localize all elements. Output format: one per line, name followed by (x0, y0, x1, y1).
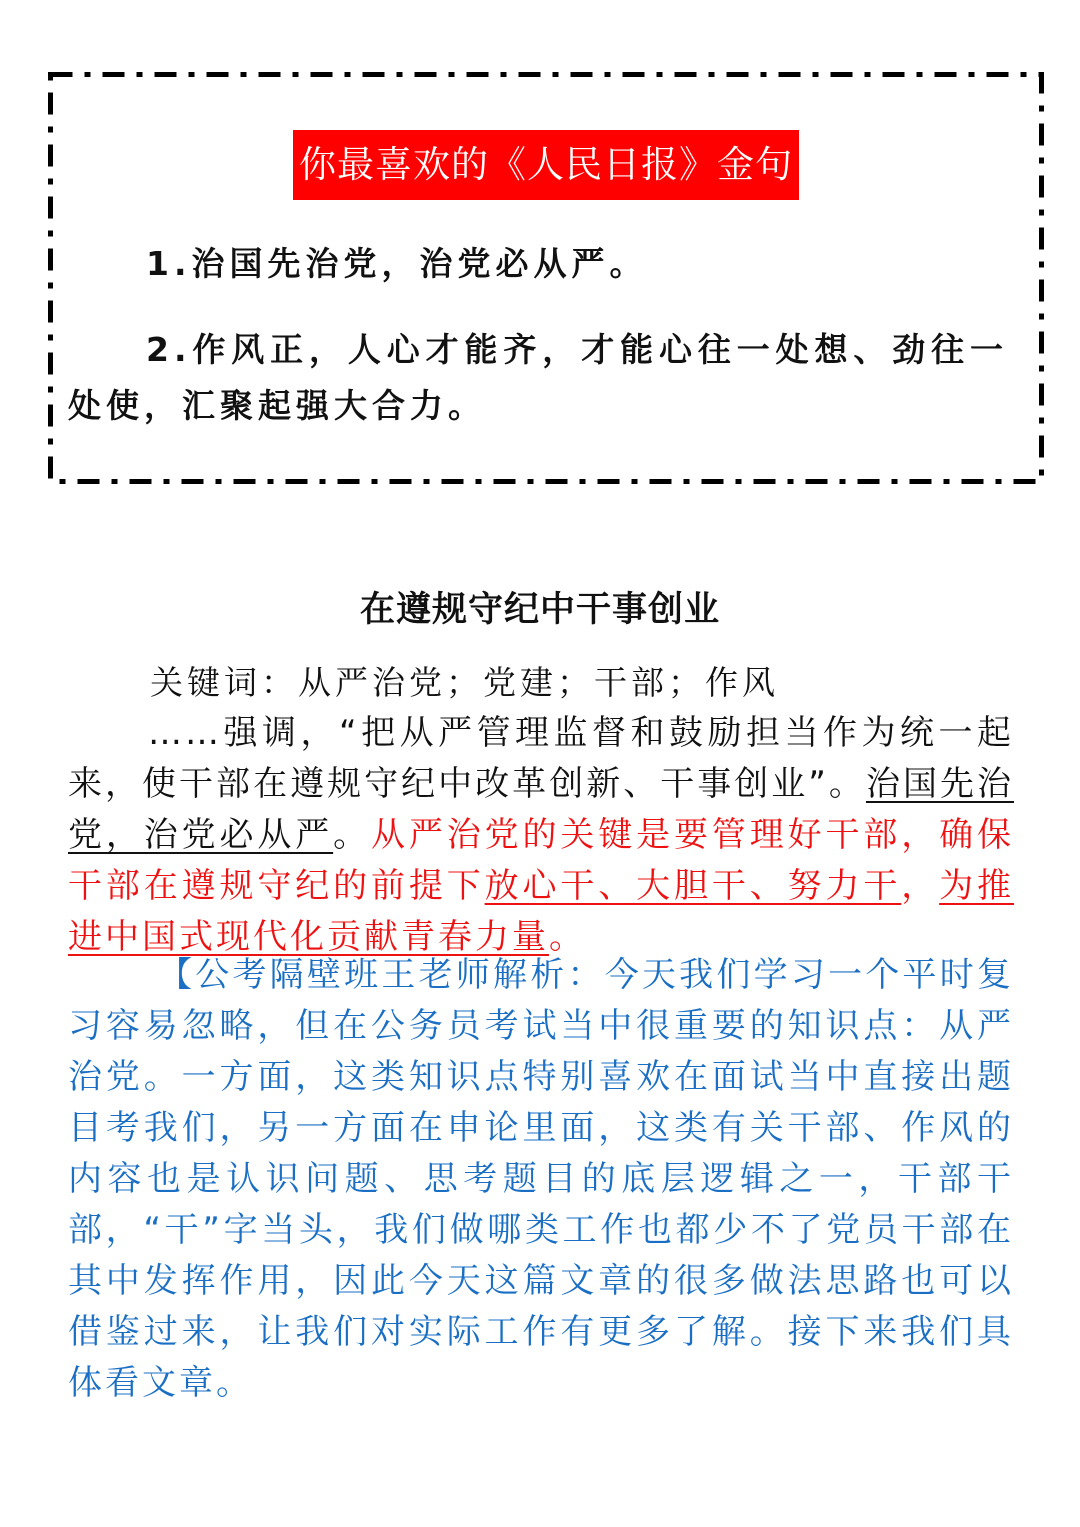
quote-2: 2.作风正，人心才能齐，才能心往一处想、劲往一处使，汇聚起强大合力。 (68, 330, 1008, 425)
underlined-phrase: 治国先治党，治党必从严 (68, 764, 1014, 855)
quote-box (48, 72, 1044, 484)
red-highlight-text: 从严治党的关键是要管理好干部，确保干部在遵规守纪的前提下 (68, 815, 1014, 906)
red-comma: ， (901, 866, 940, 906)
paragraph-text: ……强调，“把从严管理监督和鼓励担当作为统一起来，使干部在遵规守纪中改革创新、干事创业”。 (68, 713, 1014, 804)
period: 。 (333, 815, 371, 855)
analysis-paragraph: 【公考隔壁班王老师解析：今天我们学习一个平时复习容易忽略，但在公务员考试当中很重要的知识点：从严治党。一方面，这类知识点特别喜欢在面试当中直接出题目考我们，另一方面在申论里面，这类有关干部、作风的内容也是认识问题、思考题目的底层逻辑之一，干部干部，“干”字当头，我们做哪类工作也都少不了党员干部在其中发挥作用，因此今天这篇文章的很多做法思路也可以借鉴过来，让我们对实际工作有更多了解。接下来我们具体看文章。 (68, 955, 1014, 1403)
red-period: 。 (549, 917, 586, 957)
quote-1: 1.治国先治党，治党必从严。 (146, 244, 648, 283)
banner-title: 你最喜欢的《人民日报》金句 (293, 130, 799, 200)
red-underlined-phrase-2: 为推进中国式现代化贡献青春力量 (68, 866, 1014, 957)
article-paragraph (68, 708, 1014, 963)
red-underlined-phrase-1: 放心干、大胆干、努力干 (484, 866, 902, 906)
article-title: 在遵规守纪中干事创业 (359, 589, 720, 630)
keywords-line: 关键词：从严治党；党建；干部；作风 (150, 663, 779, 702)
